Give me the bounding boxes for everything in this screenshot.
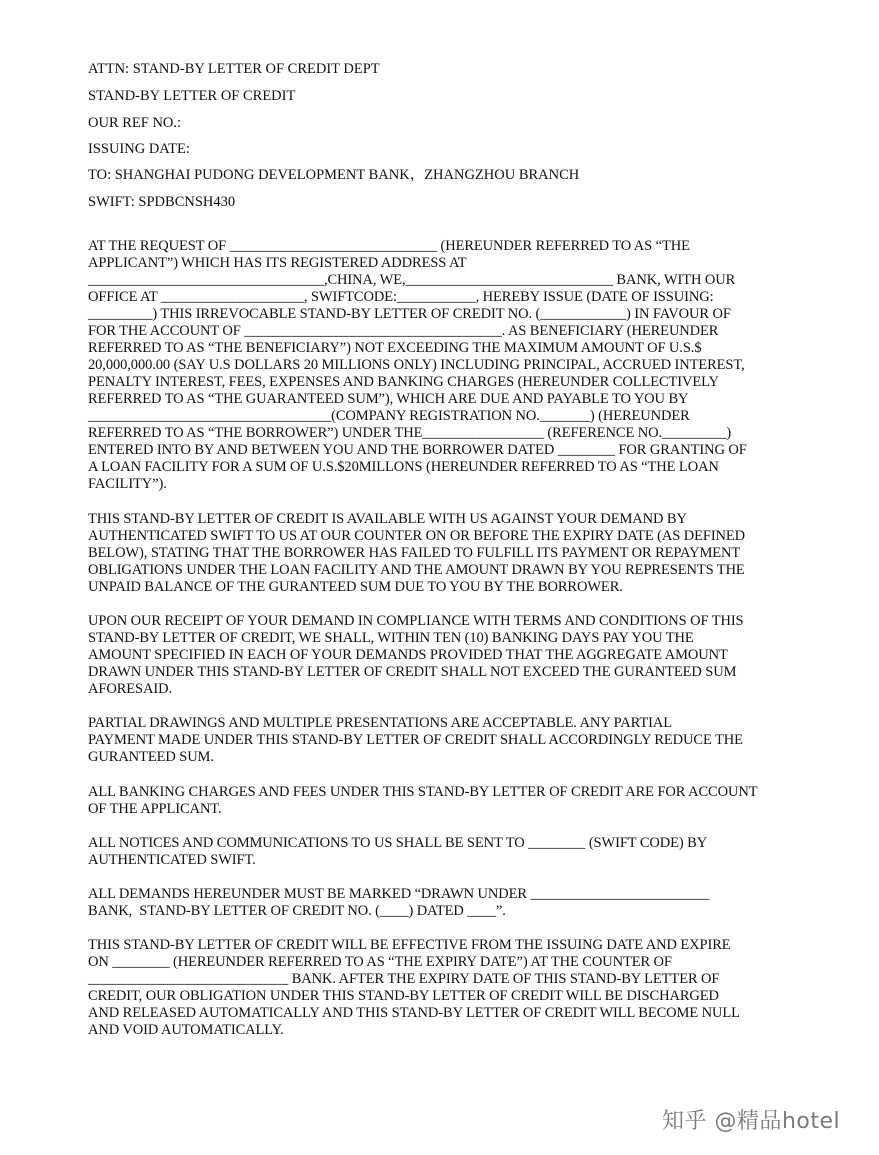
- paragraph-line: OFFICE AT ____________________, SWIFTCODE:___________, HEREBY ISSUE (DATE OF ISSUING:: [88, 289, 714, 305]
- paragraph-line: REFERRED TO AS “THE GUARANTEED SUM”), WHICH ARE DUE AND PAYABLE TO YOU BY: [88, 391, 689, 407]
- paragraph-charges: [88, 784, 788, 818]
- paragraph-line: ALL DEMANDS HEREUNDER MUST BE MARKED “DRAWN UNDER _________________________: [88, 886, 710, 902]
- paragraph-line: FOR THE ACCOUNT OF ____________________________________. AS BENEFICIARY (HEREUNDER: [88, 323, 719, 339]
- paragraph-notices: [88, 835, 788, 869]
- paragraph-line: ALL BANKING CHARGES AND FEES UNDER THIS STAND-BY LETTER OF CREDIT ARE FOR ACCOUNT: [88, 784, 758, 800]
- paragraph-line: BELOW), STATING THAT THE BORROWER HAS FAILED TO FULFILL ITS PAYMENT OR REPAYMENT: [88, 545, 741, 561]
- paragraph-line: OF THE APPLICANT.: [88, 801, 222, 817]
- paragraph-line: 20,000,000.00 (SAY U.S DOLLARS 20 MILLIONS ONLY) INCLUDING PRINCIPAL, ACCRUED INTEREST,: [88, 357, 745, 373]
- paragraph-availability: [88, 511, 788, 596]
- paragraph-line: AFORESAID.: [88, 681, 172, 697]
- paragraph-line: BANK, STAND-BY LETTER OF CREDIT NO. (____) DATED ____”.: [88, 903, 506, 919]
- document-title: STAND-BY LETTER OF CREDIT: [88, 88, 296, 104]
- paragraph-line: AUTHENTICATED SWIFT.: [88, 852, 256, 868]
- paragraph-request: [88, 238, 788, 493]
- paragraph-line: AMOUNT SPECIFIED IN EACH OF YOUR DEMANDS PROVIDED THAT THE AGGREGATE AMOUNT: [88, 647, 728, 663]
- paragraph-line: AND RELEASED AUTOMATICALLY AND THIS STAND-BY LETTER OF CREDIT WILL BECOME NULL: [88, 1005, 740, 1021]
- paragraph-line: AT THE REQUEST OF _____________________________ (HEREUNDER REFERRED TO AS “THE: [88, 238, 690, 254]
- paragraph-line: GURANTEED SUM.: [88, 749, 214, 765]
- paragraph-line: OBLIGATIONS UNDER THE LOAN FACILITY AND THE AMOUNT DRAWN BY YOU REPRESENTS THE: [88, 562, 745, 578]
- paragraph-line: AUTHENTICATED SWIFT TO US AT OUR COUNTER ON OR BEFORE THE EXPIRY DATE (AS DEFINED: [88, 528, 746, 544]
- paragraph-line: _________) THIS IRREVOCABLE STAND-BY LETTER OF CREDIT NO. (____________) IN FAVOUR OF: [88, 306, 731, 322]
- paragraph-line: DRAWN UNDER THIS STAND-BY LETTER OF CREDIT SHALL NOT EXCEED THE GURANTEED SUM: [88, 664, 737, 680]
- paragraph-line: ENTERED INTO BY AND BETWEEN YOU AND THE BORROWER DATED ________ FOR GRANTING OF: [88, 442, 747, 458]
- paragraph-line: THIS STAND-BY LETTER OF CREDIT IS AVAILABLE WITH US AGAINST YOUR DEMAND BY: [88, 511, 687, 527]
- paragraph-line: A LOAN FACILITY FOR A SUM OF U.S.$20MILLONS (HEREUNDER REFERRED TO AS “THE LOAN: [88, 459, 719, 475]
- paragraph-line: CREDIT, OUR OBLIGATION UNDER THIS STAND-BY LETTER OF CREDIT WILL BE DISCHARGED: [88, 988, 719, 1004]
- paragraph-line: REFERRED TO AS “THE BORROWER”) UNDER THE_________________ (REFERENCE NO._________): [88, 425, 732, 441]
- paragraph-partial-drawings: [88, 715, 788, 766]
- paragraph-line: PARTIAL DRAWINGS AND MULTIPLE PRESENTATIONS ARE ACCEPTABLE. ANY PARTIAL: [88, 715, 672, 731]
- paragraph-line: AND VOID AUTOMATICALLY.: [88, 1022, 284, 1038]
- paragraph-line: ____________________________ BANK. AFTER THE EXPIRY DATE OF THIS STAND-BY LETTER OF: [88, 971, 720, 987]
- issuing-date-line: ISSUING DATE:: [88, 141, 190, 157]
- paragraph-line: ALL NOTICES AND COMMUNICATIONS TO US SHALL BE SENT TO ________ (SWIFT CODE) BY: [88, 835, 708, 851]
- swift-line: SWIFT: SPDBCNSH430: [88, 194, 236, 210]
- paragraph-line: PENALTY INTEREST, FEES, EXPENSES AND BANKING CHARGES (HEREUNDER COLLECTIVELY: [88, 374, 719, 390]
- attn-line: ATTN: STAND-BY LETTER OF CREDIT DEPT: [88, 61, 380, 77]
- recipient-line: TO: SHANGHAI PUDONG DEVELOPMENT BANK，ZHANGZHOU BRANCH: [88, 167, 580, 183]
- ref-number-line: OUR REF NO.:: [88, 115, 182, 131]
- paragraph-line: ON ________ (HEREUNDER REFERRED TO AS “THE EXPIRY DATE”) AT THE COUNTER OF: [88, 954, 672, 970]
- paragraph-line: PAYMENT MADE UNDER THIS STAND-BY LETTER OF CREDIT SHALL ACCORDINGLY REDUCE THE: [88, 732, 743, 748]
- paragraph-demands: [88, 886, 788, 920]
- paragraph-payment: [88, 613, 788, 698]
- paragraph-line: REFERRED TO AS “THE BENEFICIARY”) NOT EXCEEDING THE MAXIMUM AMOUNT OF U.S.$: [88, 340, 702, 356]
- paragraph-line: UNPAID BALANCE OF THE GURANTEED SUM DUE TO YOU BY THE BORROWER.: [88, 579, 623, 595]
- paragraph-line: APPLICANT”) WHICH HAS ITS REGISTERED ADDRESS AT: [88, 255, 467, 271]
- paragraph-line: UPON OUR RECEIPT OF YOUR DEMAND IN COMPLIANCE WITH TERMS AND CONDITIONS OF THIS: [88, 613, 744, 629]
- paragraph-expiry: [88, 937, 788, 1039]
- paragraph-line: THIS STAND-BY LETTER OF CREDIT WILL BE EFFECTIVE FROM THE ISSUING DATE AND EXPIRE: [88, 937, 731, 953]
- paragraph-line: __________________________________(COMPANY REGISTRATION NO._______) (HEREUNDER: [88, 408, 690, 424]
- paragraph-line: FACILITY”).: [88, 476, 167, 492]
- watermark: 知乎 @精品hotel: [662, 1109, 841, 1134]
- paragraph-line: _________________________________,CHINA, WE,_____________________________ BANK, WITH OUR: [88, 272, 736, 288]
- paragraph-line: STAND-BY LETTER OF CREDIT, WE SHALL, WITHIN TEN (10) BANKING DAYS PAY YOU THE: [88, 630, 694, 646]
